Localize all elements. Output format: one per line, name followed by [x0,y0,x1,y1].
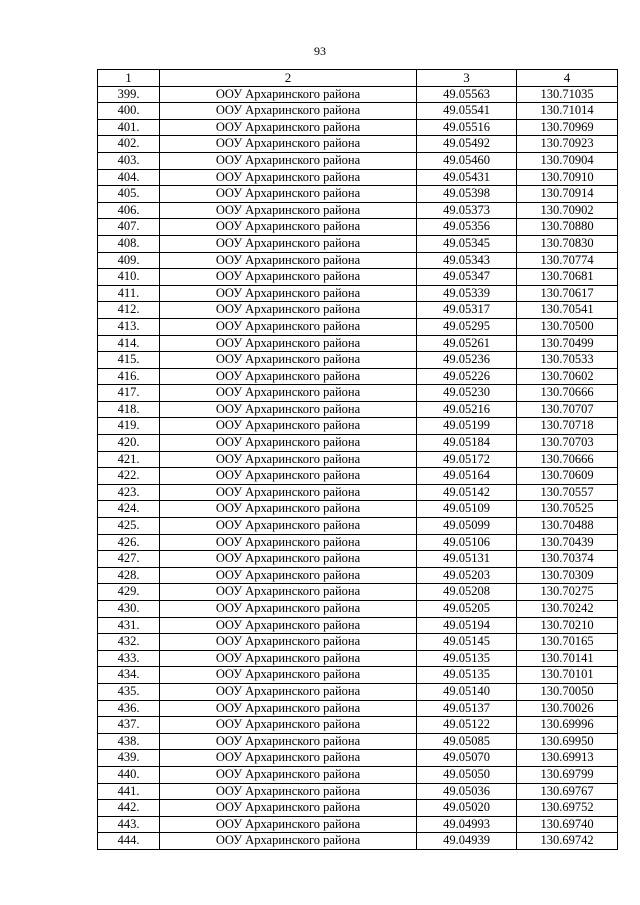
latitude-cell: 49.05261 [417,335,517,352]
longitude-cell: 130.70703 [517,435,618,452]
table-row [98,269,618,286]
row-number: 426. [98,534,160,551]
object-name: ООУ Архаринского района [160,617,417,634]
table-row [98,617,618,634]
table-row [98,368,618,385]
object-name: ООУ Архаринского района [160,435,417,452]
longitude-cell: 130.71035 [517,86,618,103]
object-name: ООУ Архаринского района [160,368,417,385]
longitude-cell: 130.70374 [517,551,618,568]
longitude-cell: 130.70309 [517,567,618,584]
row-number: 405. [98,186,160,203]
object-name: ООУ Архаринского района [160,766,417,783]
object-name: ООУ Архаринского района [160,783,417,800]
latitude-cell: 49.05541 [417,103,517,120]
table-row [98,186,618,203]
longitude-cell: 130.70902 [517,202,618,219]
longitude-cell: 130.69740 [517,816,618,833]
row-number: 419. [98,418,160,435]
row-number: 437. [98,717,160,734]
latitude-cell: 49.05431 [417,169,517,186]
longitude-cell: 130.70914 [517,186,618,203]
table-row [98,800,618,817]
longitude-cell: 130.70602 [517,368,618,385]
table-row [98,285,618,302]
object-name: ООУ Архаринского района [160,352,417,369]
table-row [98,634,618,651]
table-row [98,518,618,535]
row-number: 444. [98,833,160,850]
table-row [98,401,618,418]
row-number: 438. [98,733,160,750]
object-name: ООУ Архаринского района [160,302,417,319]
table-row [98,584,618,601]
object-name: ООУ Архаринского района [160,750,417,767]
latitude-cell: 49.05131 [417,551,517,568]
longitude-cell: 130.70488 [517,518,618,535]
row-number: 440. [98,766,160,783]
latitude-cell: 49.05135 [417,650,517,667]
longitude-cell: 130.70242 [517,601,618,618]
row-number: 422. [98,468,160,485]
latitude-cell: 49.05295 [417,318,517,335]
latitude-cell: 49.05208 [417,584,517,601]
object-name: ООУ Архаринского района [160,717,417,734]
longitude-cell: 130.70500 [517,318,618,335]
latitude-cell: 49.05020 [417,800,517,817]
row-number: 417. [98,385,160,402]
table-row [98,484,618,501]
object-name: ООУ Архаринского района [160,518,417,535]
longitude-cell: 130.70910 [517,169,618,186]
row-number: 408. [98,235,160,252]
longitude-cell: 130.70666 [517,385,618,402]
row-number: 425. [98,518,160,535]
row-number: 420. [98,435,160,452]
table-row [98,750,618,767]
latitude-cell: 49.05398 [417,186,517,203]
row-number: 443. [98,816,160,833]
row-number: 402. [98,136,160,153]
longitude-cell: 130.70969 [517,119,618,136]
object-name: ООУ Архаринского района [160,484,417,501]
object-name: ООУ Архаринского района [160,335,417,352]
row-number: 421. [98,451,160,468]
table-row [98,650,618,667]
object-name: ООУ Архаринского района [160,567,417,584]
latitude-cell: 49.05172 [417,451,517,468]
table-row [98,202,618,219]
table-row [98,816,618,833]
longitude-cell: 130.70609 [517,468,618,485]
longitude-cell: 130.70050 [517,683,618,700]
longitude-cell: 130.70557 [517,484,618,501]
row-number: 407. [98,219,160,236]
object-name: ООУ Архаринского района [160,451,417,468]
object-name: ООУ Архаринского района [160,152,417,169]
latitude-cell: 49.05460 [417,152,517,169]
latitude-cell: 49.05226 [417,368,517,385]
longitude-cell: 130.70541 [517,302,618,319]
latitude-cell: 49.05140 [417,683,517,700]
object-name: ООУ Архаринского района [160,119,417,136]
object-name: ООУ Архаринского района [160,401,417,418]
table-row [98,335,618,352]
object-name: ООУ Архаринского района [160,318,417,335]
row-number: 428. [98,567,160,584]
row-number: 424. [98,501,160,518]
column-header-1: 1 [98,70,160,87]
object-name: ООУ Архаринского района [160,186,417,203]
object-name: ООУ Архаринского района [160,235,417,252]
table-row [98,418,618,435]
latitude-cell: 49.05373 [417,202,517,219]
object-name: ООУ Архаринского района [160,816,417,833]
longitude-cell: 130.70210 [517,617,618,634]
latitude-cell: 49.05492 [417,136,517,153]
table-row [98,501,618,518]
longitude-cell: 130.70275 [517,584,618,601]
latitude-cell: 49.05194 [417,617,517,634]
longitude-cell: 130.70718 [517,418,618,435]
object-name: ООУ Архаринского района [160,285,417,302]
row-number: 442. [98,800,160,817]
latitude-cell: 49.05230 [417,385,517,402]
row-number: 412. [98,302,160,319]
latitude-cell: 49.05345 [417,235,517,252]
object-name: ООУ Архаринского района [160,634,417,651]
longitude-cell: 130.71014 [517,103,618,120]
row-number: 414. [98,335,160,352]
longitude-cell: 130.70923 [517,136,618,153]
row-number: 430. [98,601,160,618]
latitude-cell: 49.05036 [417,783,517,800]
table-row [98,318,618,335]
latitude-cell: 49.05137 [417,700,517,717]
latitude-cell: 49.04939 [417,833,517,850]
longitude-cell: 130.70681 [517,269,618,286]
row-number: 441. [98,783,160,800]
longitude-cell: 130.70880 [517,219,618,236]
latitude-cell: 49.05085 [417,733,517,750]
object-name: ООУ Архаринского района [160,551,417,568]
longitude-cell: 130.70101 [517,667,618,684]
object-name: ООУ Архаринского района [160,468,417,485]
object-name: ООУ Архаринского района [160,136,417,153]
row-number: 401. [98,119,160,136]
object-name: ООУ Архаринского района [160,219,417,236]
latitude-cell: 49.05050 [417,766,517,783]
latitude-cell: 49.05135 [417,667,517,684]
longitude-cell: 130.70774 [517,252,618,269]
object-name: ООУ Архаринского района [160,584,417,601]
latitude-cell: 49.05099 [417,518,517,535]
object-name: ООУ Архаринского района [160,501,417,518]
object-name: ООУ Архаринского района [160,667,417,684]
column-header-3: 3 [417,70,517,87]
table-row [98,551,618,568]
latitude-cell: 49.05184 [417,435,517,452]
object-name: ООУ Архаринского района [160,169,417,186]
row-number: 433. [98,650,160,667]
table-row [98,766,618,783]
object-name: ООУ Архаринского района [160,418,417,435]
longitude-cell: 130.70525 [517,501,618,518]
latitude-cell: 49.05106 [417,534,517,551]
row-number: 416. [98,368,160,385]
row-number: 427. [98,551,160,568]
table-row [98,683,618,700]
object-name: ООУ Архаринского района [160,833,417,850]
latitude-cell: 49.04993 [417,816,517,833]
table-row [98,783,618,800]
column-header-2: 2 [160,70,417,87]
longitude-cell: 130.70439 [517,534,618,551]
latitude-cell: 49.05343 [417,252,517,269]
longitude-cell: 130.70666 [517,451,618,468]
table-row [98,733,618,750]
object-name: ООУ Архаринского района [160,86,417,103]
longitude-cell: 130.70533 [517,352,618,369]
longitude-cell: 130.69742 [517,833,618,850]
latitude-cell: 49.05236 [417,352,517,369]
longitude-cell: 130.70499 [517,335,618,352]
table-row [98,667,618,684]
row-number: 411. [98,285,160,302]
longitude-cell: 130.70830 [517,235,618,252]
latitude-cell: 49.05205 [417,601,517,618]
longitude-cell: 130.69767 [517,783,618,800]
table-row [98,152,618,169]
longitude-cell: 130.70707 [517,401,618,418]
table-row [98,601,618,618]
latitude-cell: 49.05199 [417,418,517,435]
row-number: 434. [98,667,160,684]
table-row [98,302,618,319]
table-row [98,86,618,103]
latitude-cell: 49.05516 [417,119,517,136]
row-number: 436. [98,700,160,717]
table-row [98,468,618,485]
longitude-cell: 130.69799 [517,766,618,783]
table-row [98,136,618,153]
table-row [98,103,618,120]
row-number: 435. [98,683,160,700]
object-name: ООУ Архаринского района [160,252,417,269]
row-number: 429. [98,584,160,601]
object-name: ООУ Архаринского района [160,683,417,700]
longitude-cell: 130.69950 [517,733,618,750]
row-number: 400. [98,103,160,120]
latitude-cell: 49.05339 [417,285,517,302]
longitude-cell: 130.70026 [517,700,618,717]
latitude-cell: 49.05142 [417,484,517,501]
longitude-cell: 130.69996 [517,717,618,734]
object-name: ООУ Архаринского района [160,650,417,667]
object-name: ООУ Архаринского района [160,700,417,717]
table-row [98,252,618,269]
table-row [98,219,618,236]
row-number: 409. [98,252,160,269]
longitude-cell: 130.70165 [517,634,618,651]
row-number: 431. [98,617,160,634]
table-row [98,435,618,452]
latitude-cell: 49.05122 [417,717,517,734]
page-number: 93 [314,44,326,58]
table-row [98,385,618,402]
column-header-4: 4 [517,70,618,87]
coordinates-table [97,69,618,850]
longitude-cell: 130.69913 [517,750,618,767]
latitude-cell: 49.05145 [417,634,517,651]
row-number: 404. [98,169,160,186]
latitude-cell: 49.05563 [417,86,517,103]
table-row [98,833,618,850]
object-name: ООУ Архаринского района [160,385,417,402]
object-name: ООУ Архаринского района [160,733,417,750]
table-row [98,352,618,369]
table-row [98,119,618,136]
row-number: 413. [98,318,160,335]
row-number: 406. [98,202,160,219]
object-name: ООУ Архаринского района [160,534,417,551]
row-number: 432. [98,634,160,651]
longitude-cell: 130.70904 [517,152,618,169]
row-number: 439. [98,750,160,767]
latitude-cell: 49.05347 [417,269,517,286]
table-row [98,717,618,734]
object-name: ООУ Архаринского района [160,800,417,817]
row-number: 423. [98,484,160,501]
latitude-cell: 49.05356 [417,219,517,236]
row-number: 410. [98,269,160,286]
object-name: ООУ Архаринского района [160,269,417,286]
latitude-cell: 49.05203 [417,567,517,584]
object-name: ООУ Архаринского района [160,601,417,618]
latitude-cell: 49.05070 [417,750,517,767]
row-number: 399. [98,86,160,103]
table-row [98,235,618,252]
table-body [98,86,618,849]
longitude-cell: 130.70141 [517,650,618,667]
table-row [98,700,618,717]
latitude-cell: 49.05317 [417,302,517,319]
table-header-row [98,70,618,87]
object-name: ООУ Архаринского района [160,103,417,120]
longitude-cell: 130.69752 [517,800,618,817]
row-number: 403. [98,152,160,169]
object-name: ООУ Архаринского района [160,202,417,219]
row-number: 415. [98,352,160,369]
table-row [98,567,618,584]
latitude-cell: 49.05164 [417,468,517,485]
latitude-cell: 49.05109 [417,501,517,518]
row-number: 418. [98,401,160,418]
table-row [98,451,618,468]
table-row [98,169,618,186]
longitude-cell: 130.70617 [517,285,618,302]
latitude-cell: 49.05216 [417,401,517,418]
table-row [98,534,618,551]
